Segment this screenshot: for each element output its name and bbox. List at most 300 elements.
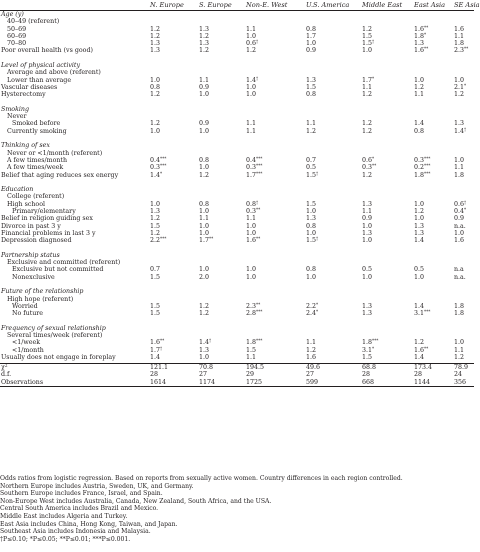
cell-value: 1.2 bbox=[150, 91, 161, 99]
cell-value: 1.4 bbox=[414, 237, 425, 245]
cell-value: 1.0 bbox=[246, 266, 257, 274]
footnote: Northern Europe includes Austria, Sweden, UK, and Germany. bbox=[0, 482, 194, 490]
row-label: Usually does not engage in foreplay bbox=[1, 353, 116, 361]
table-row bbox=[0, 113, 474, 120]
row-label: Currently smoking bbox=[7, 127, 67, 135]
section-title bbox=[0, 252, 474, 259]
col-se-asia: SE Asia bbox=[454, 1, 480, 9]
table-row bbox=[0, 26, 474, 33]
cell-value: 1.0 bbox=[199, 127, 210, 135]
cell-value: 1.2 bbox=[306, 127, 317, 135]
cell-value: 1.2 bbox=[246, 47, 257, 55]
row-label: Hysterectomy bbox=[1, 91, 46, 99]
section-title bbox=[0, 106, 474, 113]
row-label: Lower than average bbox=[7, 76, 72, 84]
cell-value: 1.5 bbox=[362, 32, 373, 40]
cell-value: 1.0 bbox=[454, 156, 465, 164]
row-label: Never bbox=[7, 113, 27, 121]
cell-value: 0.3*** bbox=[150, 163, 167, 172]
table-row bbox=[0, 274, 474, 281]
table-notes bbox=[0, 475, 474, 543]
col-east-asia: East Asia bbox=[414, 1, 446, 9]
table-row bbox=[0, 157, 474, 164]
cell-value: 1.0 bbox=[246, 32, 257, 40]
cell-value: 1.0 bbox=[246, 222, 257, 230]
cell-value: 1.1 bbox=[454, 346, 465, 354]
cell-value: 1.0 bbox=[199, 164, 210, 172]
cell-value: 1.1 bbox=[362, 208, 373, 216]
cell-value: 1.5 bbox=[246, 346, 257, 354]
cell-value: 173.4 bbox=[414, 364, 433, 372]
cell-value: 1.0 bbox=[150, 76, 161, 84]
cell-value: 1.3 bbox=[150, 40, 161, 48]
cell-value: 1.2 bbox=[362, 91, 373, 99]
cell-value: 0.8 bbox=[306, 266, 317, 274]
cell-value: 1.0 bbox=[246, 91, 257, 99]
cell-value: 78.9 bbox=[454, 364, 469, 372]
cell-value: 0.6* bbox=[362, 155, 375, 164]
cell-value: 1.1 bbox=[306, 120, 317, 128]
cell-value: 1.4 bbox=[414, 353, 425, 361]
cell-value: 27 bbox=[306, 371, 315, 379]
cell-value: 1.2 bbox=[199, 47, 210, 55]
cell-value: 1.7* bbox=[362, 75, 375, 84]
cell-value: 1.2 bbox=[414, 208, 425, 216]
cell-value: n.a bbox=[454, 266, 464, 274]
row-label: Never or <1/month (referent) bbox=[7, 149, 103, 157]
section-title bbox=[0, 62, 474, 69]
cell-value: 0.3** bbox=[362, 163, 377, 172]
cell-value: 1.0 bbox=[246, 83, 257, 91]
table-row bbox=[0, 332, 474, 339]
table-row bbox=[0, 310, 474, 317]
cell-value: 599 bbox=[306, 378, 319, 386]
cell-value: 1.0 bbox=[362, 273, 373, 281]
row-label: Frequency of sexual relationship bbox=[1, 324, 106, 332]
col-middle-east: Middle East bbox=[362, 1, 403, 9]
cell-value: 1.2 bbox=[199, 32, 210, 40]
cell-value: 1.2 bbox=[362, 127, 373, 135]
cell-value: 1.0 bbox=[362, 222, 373, 230]
cell-value: 1.2 bbox=[150, 120, 161, 128]
row-label: Several times/week (referent) bbox=[7, 332, 103, 340]
cell-value: 28 bbox=[414, 371, 423, 379]
cell-value: 0.8 bbox=[414, 127, 425, 135]
cell-value: 1.4 bbox=[414, 120, 425, 128]
cell-value: 1.3 bbox=[306, 76, 317, 84]
row-label: Vascular diseases bbox=[1, 83, 58, 91]
cell-value: 24 bbox=[454, 371, 463, 379]
cell-value: 1.4† bbox=[454, 126, 467, 135]
row-label: No future bbox=[12, 310, 44, 318]
cell-value: n.a. bbox=[454, 222, 466, 230]
cell-value: 1.3 bbox=[362, 229, 373, 237]
cell-value: 1.2 bbox=[362, 25, 373, 33]
footnote: †P≤0.10; *P≤0.05; **P≤0.01; ***P≤0.001. bbox=[0, 535, 131, 543]
section-gap bbox=[0, 179, 474, 186]
cell-value: 1.5 bbox=[150, 222, 161, 230]
table-row bbox=[0, 259, 474, 266]
cell-value: 1.0 bbox=[306, 208, 317, 216]
cell-value: 1.3 bbox=[362, 310, 373, 318]
cell-value: 1.0 bbox=[414, 273, 425, 281]
row-label: A few times/month bbox=[7, 156, 67, 164]
row-label: d.f. bbox=[1, 371, 12, 379]
table-row bbox=[0, 296, 474, 303]
cell-value: 1.6** bbox=[414, 345, 429, 354]
cell-value: 3.1*** bbox=[414, 309, 431, 318]
cell-value: 1.0 bbox=[362, 47, 373, 55]
table-row bbox=[0, 77, 474, 84]
cell-value: 1.6** bbox=[150, 338, 165, 347]
row-label: Worried bbox=[12, 302, 38, 310]
cell-value: 0.6† bbox=[454, 199, 467, 208]
cell-value: 0.8 bbox=[199, 156, 210, 164]
cell-value: 0.9 bbox=[199, 120, 210, 128]
row-label: Financial problems in last 3 y bbox=[1, 229, 96, 237]
cell-value: 2.0 bbox=[199, 273, 210, 281]
cell-value: 1.0 bbox=[306, 40, 317, 48]
cell-value: 1.0 bbox=[199, 208, 210, 216]
cell-value: 0.8 bbox=[306, 25, 317, 33]
cell-value: 0.8† bbox=[246, 199, 259, 208]
cell-value: 1.0 bbox=[199, 229, 210, 237]
cell-value: 68.8 bbox=[362, 364, 377, 372]
cell-value: 0.8 bbox=[306, 91, 317, 99]
cell-value: 1.5 bbox=[150, 273, 161, 281]
cell-value: 1.3 bbox=[199, 346, 210, 354]
cell-value: 2.2* bbox=[306, 301, 319, 310]
cell-value: 0.5 bbox=[306, 164, 317, 172]
row-label: Exclusive but not committed bbox=[12, 266, 104, 274]
cell-value: 1.8*** bbox=[362, 338, 379, 347]
cell-value: 1.1 bbox=[199, 215, 210, 223]
row-label: Observations bbox=[1, 378, 44, 386]
cell-value: 1144 bbox=[414, 378, 431, 386]
cell-value: 0.9 bbox=[454, 215, 465, 223]
cell-value: 668 bbox=[362, 378, 375, 386]
cell-value: 1.4* bbox=[150, 170, 163, 179]
row-label: Belief that aging reduces sex energy bbox=[1, 171, 119, 179]
row-label: Depression diagnosed bbox=[1, 237, 72, 245]
cell-value: 1.6** bbox=[246, 236, 261, 245]
cell-value: 1.2 bbox=[150, 215, 161, 223]
cell-value: 0.2*** bbox=[414, 163, 431, 172]
cell-value: 49.6 bbox=[306, 364, 321, 372]
row-label: Future of the relationship bbox=[1, 288, 84, 296]
cell-value: 2.8*** bbox=[246, 309, 263, 318]
cell-value: 1.1 bbox=[306, 339, 317, 347]
footnote: Odds ratios from logistic regression. Based on reports from sexually active women. Country differences in each region controlled. bbox=[0, 475, 403, 482]
stats-row bbox=[0, 379, 474, 386]
cell-value: 1.6 bbox=[454, 25, 465, 33]
cell-value: 0.9 bbox=[199, 83, 210, 91]
cell-value: 2.2*** bbox=[150, 236, 167, 245]
cell-value: 1.0 bbox=[199, 222, 210, 230]
table-row bbox=[0, 120, 474, 127]
row-label: <1/month bbox=[12, 346, 44, 354]
cell-value: 1.4 bbox=[414, 302, 425, 310]
cell-value: 1.0 bbox=[362, 237, 373, 245]
table-row bbox=[0, 172, 474, 179]
cell-value: 1.0 bbox=[246, 273, 257, 281]
cell-value: 1.3 bbox=[414, 40, 425, 48]
row-label: Education bbox=[1, 186, 34, 194]
cell-value: 0.3*** bbox=[246, 163, 263, 172]
cell-value: 1.3 bbox=[306, 215, 317, 223]
cell-value: 3.1* bbox=[362, 345, 375, 354]
cell-value: 1.2 bbox=[306, 346, 317, 354]
cell-value: 0.4* bbox=[454, 207, 467, 216]
col-n-europe: N. Europe bbox=[150, 1, 184, 9]
row-label: Partnership status bbox=[1, 251, 60, 259]
section-gap bbox=[0, 135, 474, 142]
cell-value: 1.1 bbox=[199, 76, 210, 84]
row-label: High hope (referent) bbox=[7, 295, 74, 303]
cell-value: 2.4* bbox=[306, 309, 319, 318]
cell-value: 1.2 bbox=[150, 32, 161, 40]
cell-value: 1.1 bbox=[246, 25, 257, 33]
cell-value: 1.2 bbox=[362, 120, 373, 128]
cell-value: 1174 bbox=[199, 378, 216, 386]
cell-value: 1.3 bbox=[414, 222, 425, 230]
col-s-europe: S. Europe bbox=[199, 1, 232, 9]
cell-value: 1.2 bbox=[150, 229, 161, 237]
cell-value: 0.8 bbox=[150, 83, 161, 91]
row-label: Smoking bbox=[1, 105, 29, 113]
row-label: Nonexclusive bbox=[12, 273, 55, 281]
cell-value: 1.3 bbox=[454, 120, 465, 128]
cell-value: 27 bbox=[199, 371, 208, 379]
cell-value: 1.2 bbox=[454, 91, 465, 99]
cell-value: 70.8 bbox=[199, 364, 214, 372]
cell-value: 1.0 bbox=[454, 76, 465, 84]
table-body bbox=[0, 11, 474, 361]
section-gap bbox=[0, 281, 474, 288]
table-row bbox=[0, 150, 474, 157]
row-label: 40–49 (referent) bbox=[7, 18, 60, 26]
cell-value: 1.2 bbox=[150, 25, 161, 33]
cell-value: 2.3** bbox=[246, 301, 261, 310]
row-label: Level of physical activity bbox=[1, 62, 81, 70]
cell-value: 1.5 bbox=[150, 302, 161, 310]
cell-value: 194.5 bbox=[246, 364, 265, 372]
row-label: Poor overall health (vs good) bbox=[1, 47, 93, 55]
row-label: Thinking of sex bbox=[1, 142, 50, 150]
table-row bbox=[0, 128, 474, 135]
cell-value: 1.6** bbox=[414, 46, 429, 55]
table-row bbox=[0, 40, 474, 47]
row-label: College (referent) bbox=[7, 193, 65, 201]
row-label: Exclusive and committed (referent) bbox=[7, 259, 121, 267]
cell-value: 1.5 bbox=[306, 83, 317, 91]
row-label: Age (y) bbox=[1, 11, 24, 18]
stats-row bbox=[0, 371, 474, 378]
cell-value: 1.2 bbox=[199, 302, 210, 310]
cell-value: 1.0 bbox=[246, 229, 257, 237]
row-label: 70–80 bbox=[7, 40, 27, 48]
row-label: 50–69 bbox=[7, 25, 27, 33]
cell-value: 356 bbox=[454, 378, 467, 386]
table-row bbox=[0, 347, 474, 354]
cell-value: 2.1* bbox=[454, 82, 467, 91]
cell-value: 1.1 bbox=[454, 32, 465, 40]
table-row bbox=[0, 84, 474, 91]
cell-value: 1.5† bbox=[306, 170, 319, 179]
cell-value: 1.0 bbox=[454, 229, 465, 237]
footnote: East Asia includes China, Hong Kong, Taiwan, and Japan. bbox=[0, 520, 178, 528]
cell-value: 1.5† bbox=[306, 236, 319, 245]
cell-value: 1.0 bbox=[454, 339, 465, 347]
cell-value: 1.7† bbox=[150, 345, 163, 354]
cell-value: 1.0 bbox=[414, 215, 425, 223]
row-label: Average and above (referent) bbox=[7, 69, 101, 77]
cell-value: 2.3** bbox=[454, 46, 469, 55]
row-label: Belief in religion guiding sex bbox=[1, 215, 93, 223]
table-row bbox=[0, 208, 474, 215]
cell-value: 1.3 bbox=[199, 40, 210, 48]
cell-value: 1.0 bbox=[414, 76, 425, 84]
table-stats bbox=[0, 364, 474, 386]
row-label: <1/week bbox=[12, 339, 41, 347]
cell-value: 1.5† bbox=[362, 39, 375, 48]
cell-value: 1.0 bbox=[306, 229, 317, 237]
row-label: Smoked before bbox=[12, 120, 61, 128]
section-title bbox=[0, 186, 474, 193]
cell-value: 1.1 bbox=[246, 127, 257, 135]
table-row bbox=[0, 303, 474, 310]
table-row bbox=[0, 354, 474, 361]
cell-value: 0.3*** bbox=[414, 155, 431, 164]
cell-value: 29 bbox=[246, 371, 255, 379]
cell-value: 1.0 bbox=[199, 353, 210, 361]
cell-value: 1.0 bbox=[199, 266, 210, 274]
cell-value: 0.9 bbox=[306, 47, 317, 55]
footnote: Southern Europe includes France, Israel, and Spain. bbox=[0, 490, 163, 498]
cell-value: 0.8 bbox=[199, 200, 210, 208]
table-row bbox=[0, 91, 474, 98]
cell-value: 1.8*** bbox=[414, 170, 431, 179]
cell-value: 1.1 bbox=[246, 215, 257, 223]
cell-value: 1.2 bbox=[199, 171, 210, 179]
row-label: Primary/elementary bbox=[12, 208, 76, 216]
cell-value: 1.8 bbox=[454, 310, 465, 318]
section-title bbox=[0, 11, 474, 18]
cell-value: 1.4† bbox=[246, 75, 259, 84]
cell-value: 1.5 bbox=[306, 200, 317, 208]
cell-value: 1.4† bbox=[199, 338, 212, 347]
cell-value: 1.0 bbox=[199, 91, 210, 99]
cell-value: 1.6 bbox=[454, 237, 465, 245]
table-row bbox=[0, 230, 474, 237]
row-label: 60–69 bbox=[7, 32, 27, 40]
table-row bbox=[0, 223, 474, 230]
table-row bbox=[0, 193, 474, 200]
cell-value: 1.7*** bbox=[246, 170, 263, 179]
cell-value: 1.2 bbox=[199, 310, 210, 318]
cell-value: 1.1 bbox=[362, 83, 373, 91]
table-row bbox=[0, 18, 474, 25]
stats-row bbox=[0, 364, 474, 371]
table-row bbox=[0, 164, 474, 171]
cell-value: 1.7 bbox=[306, 32, 317, 40]
section-gap bbox=[0, 55, 474, 62]
table-row bbox=[0, 69, 474, 76]
row-label: High school bbox=[7, 200, 46, 208]
cell-value: 28 bbox=[362, 371, 371, 379]
table-row bbox=[0, 47, 474, 54]
col-non-e-west: Non-E. West bbox=[246, 1, 288, 9]
cell-value: 0.9 bbox=[362, 215, 373, 223]
cell-value: 0.7 bbox=[306, 156, 317, 164]
table-row bbox=[0, 201, 474, 208]
cell-value: n.a. bbox=[454, 273, 466, 281]
footnote: Non-Europe West includes Australia, Canada, New Zealand, South Africa, and the USA. bbox=[0, 497, 272, 505]
cell-value: 1.2 bbox=[414, 83, 425, 91]
cell-value: 1.2 bbox=[362, 171, 373, 179]
bottom-rule bbox=[0, 386, 474, 387]
footnote: Central South America includes Brazil and Mexico. bbox=[0, 505, 159, 513]
row-label: A few times/week bbox=[7, 164, 64, 172]
cell-value: 1614 bbox=[150, 378, 167, 386]
cell-value: 1.6** bbox=[414, 24, 429, 33]
cell-value: 1.3 bbox=[362, 302, 373, 310]
cell-value: 1.2 bbox=[454, 353, 465, 361]
table-row bbox=[0, 215, 474, 222]
cell-value: 1.8 bbox=[454, 302, 465, 310]
section-title bbox=[0, 142, 474, 149]
cell-value: 1.7** bbox=[199, 236, 214, 245]
cell-value: 1.1 bbox=[246, 353, 257, 361]
cell-value: 1.5 bbox=[150, 310, 161, 318]
cell-value: 1.0 bbox=[414, 200, 425, 208]
table-header bbox=[0, 0, 480, 10]
cell-value: 0.5 bbox=[414, 266, 425, 274]
col-us-america: U.S. America bbox=[306, 1, 350, 9]
cell-value: 1.3 bbox=[414, 229, 425, 237]
cell-value: 1.3 bbox=[150, 208, 161, 216]
row-label: $\chi^2$ bbox=[1, 363, 8, 372]
cell-value: 0.4*** bbox=[246, 155, 263, 164]
cell-value: 1.5 bbox=[362, 353, 373, 361]
cell-value: 121.1 bbox=[150, 364, 169, 372]
cell-value: 1.8 bbox=[454, 40, 465, 48]
cell-value: 1.1 bbox=[414, 91, 425, 99]
cell-value: 1.0 bbox=[150, 200, 161, 208]
table-row bbox=[0, 339, 474, 346]
footnote: Middle East includes Algeria and Turkey. bbox=[0, 512, 128, 520]
cell-value: 0.3** bbox=[246, 207, 261, 216]
table-row bbox=[0, 266, 474, 273]
cell-value: 1.8 bbox=[454, 171, 465, 179]
cell-value: 1.1 bbox=[454, 164, 465, 172]
cell-value: 1.6 bbox=[306, 353, 317, 361]
cell-value: 1.1 bbox=[246, 120, 257, 128]
section-title bbox=[0, 325, 474, 332]
cell-value: 1.3 bbox=[150, 47, 161, 55]
table-row bbox=[0, 237, 474, 244]
footnote: Southeast Asia includes Indonesia and Malaysia. bbox=[0, 528, 151, 536]
section-title bbox=[0, 288, 474, 295]
table-row bbox=[0, 33, 474, 40]
cell-value: 1.3 bbox=[362, 200, 373, 208]
cell-value: 0.8 bbox=[306, 222, 317, 230]
cell-value: 1.0 bbox=[306, 273, 317, 281]
cell-value: 1.4 bbox=[150, 353, 161, 361]
cell-value: 1.8*** bbox=[246, 338, 263, 347]
cell-value: 1.0 bbox=[150, 127, 161, 135]
cell-value: 0.6† bbox=[246, 39, 259, 48]
